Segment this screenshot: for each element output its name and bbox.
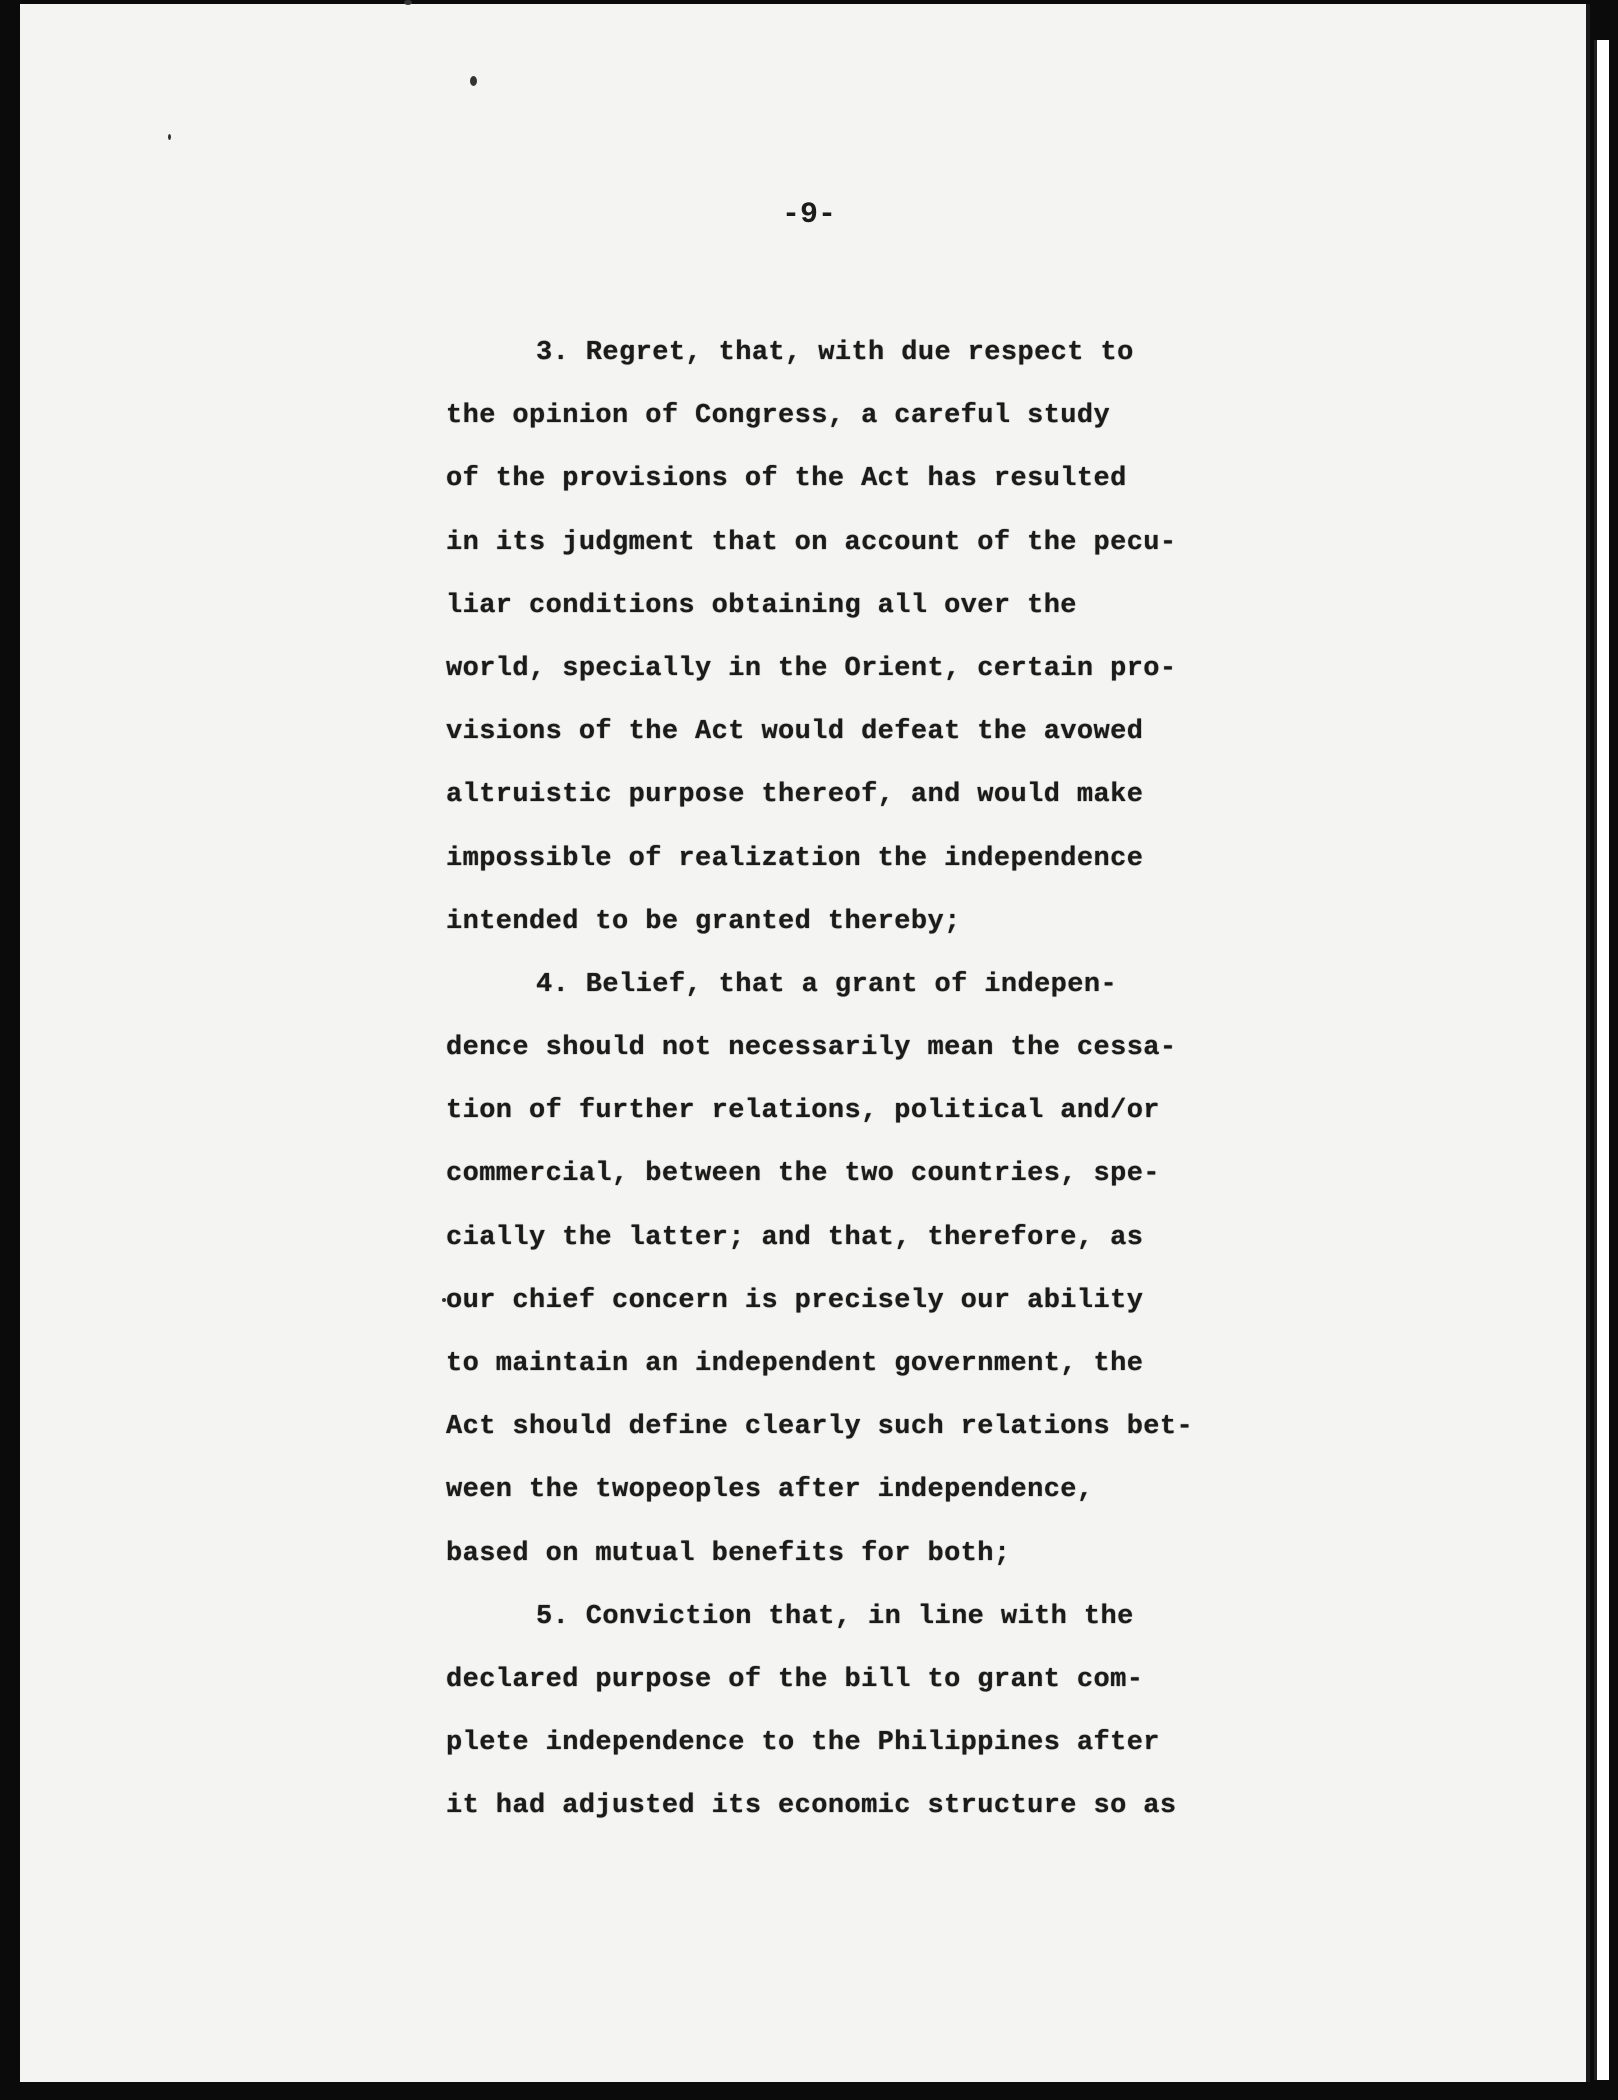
text-line: ween the twopeoples after independence, [446, 1475, 1094, 1506]
text-line: liar conditions obtaining all over the [446, 590, 1077, 621]
text-line: of the provisions of the Act has resulted [446, 464, 1127, 495]
scan-speck [404, 0, 412, 5]
text-line: based on mutual benefits for both; [446, 1538, 1011, 1569]
page-number: -9- [781, 198, 836, 232]
text-line: 4. Belief, that a grant of indepen- [536, 969, 1118, 1000]
text-line: tion of further relations, political and/or [446, 1096, 1160, 1127]
scan-speck [168, 134, 171, 140]
text-line: 3. Regret, that, with due respect to [536, 338, 1134, 368]
text-line: cially the latter; and that, therefore, as [446, 1222, 1144, 1253]
text-line: world, specially in the Orient, certain pro- [446, 653, 1177, 684]
text-line: dence should not necessarily mean the cessa- [446, 1033, 1177, 1064]
text-line: intended to be granted thereby; [446, 906, 961, 937]
text-line: impossible of realization the independence [446, 843, 1144, 874]
text-line: the opinion of Congress, a careful study [446, 401, 1111, 432]
text-line: commercial, between the two countries, spe- [446, 1159, 1160, 1190]
body-text [446, 322, 1286, 1839]
text-line: Act should define clearly such relations bet- [446, 1412, 1194, 1443]
text-line: declared purpose of the bill to grant com- [446, 1664, 1144, 1695]
scan-speck [470, 76, 477, 86]
text-line: plete independence to the Philippines after [446, 1728, 1160, 1759]
text-line: to maintain an independent government, the [446, 1349, 1144, 1379]
text-line: our chief concern is precisely our ability [446, 1285, 1144, 1316]
text-line: 5. Conviction that, in line with the [536, 1601, 1134, 1632]
page-edge [1594, 40, 1609, 2080]
text-line: it had adjusted its economic structure so as [446, 1791, 1177, 1822]
text-line: visions of the Act would defeat the avowed [446, 717, 1144, 748]
text-line: in its judgment that on account of the pecu- [446, 527, 1177, 558]
text-line: altruistic purpose thereof, and would make [446, 780, 1144, 811]
